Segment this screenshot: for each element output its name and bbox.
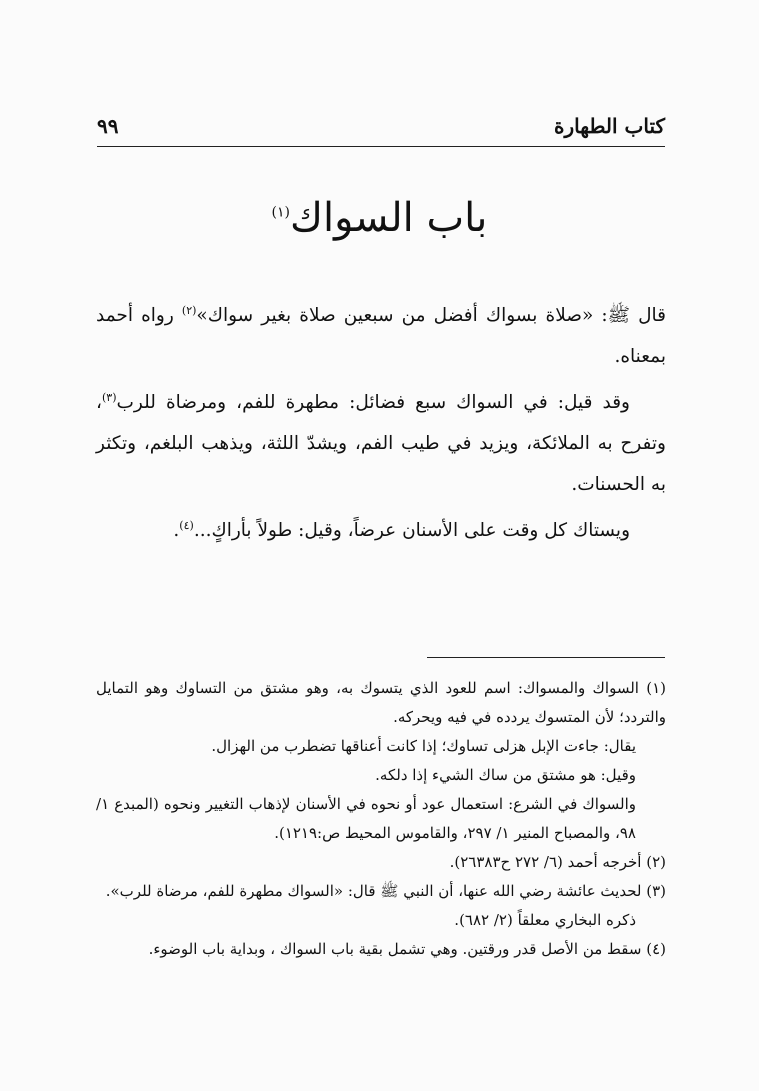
paragraph-3: ويستاك كل وقت على الأسنان عرضاً، وقيل: طولاً بأراكٍ...$^{(٤)}$. xyxy=(173,519,630,542)
paragraph-2: وقد قيل: في السواك سبع فضائل: مطهرة للفم، ومرضاة للرب$^{(٣)}$، وتفرح به الملائكة، ويزيد في طيب الفم، ويشدّ اللثة، ويذهب البلغم، وتكثر به الحسنات. xyxy=(96,391,666,496)
footnote-1: (١) السواك والمسواك: اسم للعود الذي يتسوك به، وهو مشتق من التساوك وهو التمايل والتردد؛ لأن المتسوك يردده في فيه ويحركه. xyxy=(96,679,666,726)
footnote-1-line: وقيل: هو مشتق من ساك الشيء إذا دلكه. xyxy=(375,766,636,784)
chapter-title-text: باب السواك xyxy=(290,195,488,241)
footnote-separator xyxy=(427,657,665,658)
footnote-ref: (٤) xyxy=(179,519,194,533)
footnote-2: (٢) أخرجه أحمد (٦/ ٢٧٢ ح٢٦٣٨٣). xyxy=(449,853,666,871)
page-number: ٩٩ xyxy=(97,114,119,138)
footnote-1-line: يقال: جاءت الإبل هزلى تساوك؛ إذا كانت أعناقها تضطرب من الهزال. xyxy=(211,737,636,755)
footnotes xyxy=(96,674,666,964)
footnote-1-line: والسواك في الشرع: استعمال عود أو نحوه في الأسنان لإذهاب التغيير ونحوه (المبدع ١/ ٩٨، والمصباح المنير ١/ ٢٩٧، والقاموس المحيط ص:١٢١٩). xyxy=(96,795,637,842)
footnote-4: (٤) سقط من الأصل قدر ورقتين. وهي تشمل بقية باب السواك ، وبداية باب الوضوء. xyxy=(148,940,666,958)
footnote-3: (٣) لحديث عائشة رضي الله عنها، أن النبي ﷺ قال: «السواك مطهرة للفم، مرضاة للرب». xyxy=(105,882,666,900)
main-text xyxy=(96,290,666,551)
book-title: كتاب الطهارة xyxy=(554,114,665,138)
footnote-ref: (٣) xyxy=(101,391,117,405)
footnote-3-line: ذكره البخاري معلقاً (٢/ ٦٨٢). xyxy=(454,911,636,929)
paragraph-1: قال ﷺ: «صلاة بسواك أفضل من سبعين صلاة بغير سواك»$^{(٢)}$ رواه أحمد بمعناه. xyxy=(96,304,666,368)
running-header xyxy=(97,112,665,147)
chapter-footnote-ref: (١) xyxy=(271,204,291,221)
footnote-ref: (٢) xyxy=(181,304,197,317)
chapter-title xyxy=(0,195,759,241)
